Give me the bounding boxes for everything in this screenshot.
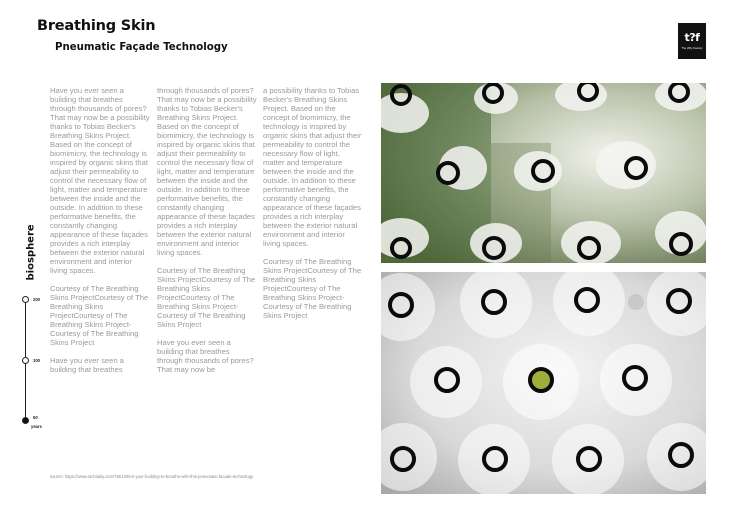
timeline-label-50: 50 (33, 415, 38, 420)
column-paragraph: through thousands of pores? That may now be a possibility thanks to Tobias Becker's Breathing Skins Project. Based on the concept of biomimicry, the technology is inspired by organic skins that adjust their permeability to control the necessary flow of light, matter and temperature between the inside and the outside. In addition to these performative benefits, the constantly changing appearance of these façades provides a rich interplay between the exterior natural environment and interior living spaces. (157, 86, 257, 257)
facade-photo-interior-image (381, 272, 706, 494)
facade-photo-outdoor-image (381, 83, 706, 263)
column-paragraph: Courtesy of The Breathing Skins ProjectCourtesy of The Breathing Skins ProjectCourtesy of The Breathing Skins Project-Courtesy of The Breathing Skins Project (263, 257, 362, 320)
page-subtitle: Pneumatic Façade Technology (55, 42, 228, 53)
column-paragraph: Have you ever seen a building that breathes through thousands of pores? That may now be a possibility thanks to Tobias Becker's Breathing Skins Project. Based on the concept of biomimicry, the technology is inspired by organic skins that adjust their permeability to control the necessary flow of light, matter and temperature between the inside and the outside. In addition to these performative benefits, the constantly changing appearance of these façades provides a rich interplay between the exterior natural environment and interior living spaces. (50, 86, 150, 275)
column-paragraph: Have you ever seen a building that breathes (50, 356, 124, 374)
source-citation: source: https://www.archdaily.com/780130/ert-your-building-to-breathe-with-this-pneumatic-facade-technology (50, 474, 254, 479)
timeline-dot-200 (22, 296, 29, 303)
timeline-label-100: 100 (33, 358, 40, 363)
timeline-dot-100 (22, 357, 29, 364)
column-paragraph: Have you ever seen a building that breathes through thousands of pores? That may now be (157, 338, 254, 374)
facade-photo-outdoor (381, 83, 706, 263)
column-paragraph: Courtesy of The Breathing Skins ProjectCourtesy of The Breathing Skins ProjectCourtesy of The Breathing Skins Project-Courtesy of The Breathing Skins Project (157, 266, 256, 329)
section-label: biosphere (25, 224, 37, 281)
timeline-label-200: 200 (33, 297, 40, 302)
timeline-unit: years (31, 424, 42, 429)
text-column-2 (157, 86, 257, 383)
logo-subtext: The Why Factory (681, 46, 703, 50)
column-paragraph: a possibility thanks to Tobias Becker's Breathing Skins Project. Based on the concept of biomimicry, the technology is inspired by organic skins that adjust their permeability to control the necessary flow of light, matter and temperature between the inside and the outside. In addition to these performative benefits, the constantly changing appearance of these façades provides a rich interplay between the exterior natural environment and interior living spaces. (263, 86, 362, 248)
text-column-3 (263, 86, 363, 329)
facade-photo-interior (381, 272, 706, 494)
timeline-dot-50 (22, 417, 29, 424)
logo-mark: t?f (684, 31, 700, 44)
text-column-1 (50, 86, 150, 383)
brand-logo (678, 23, 706, 59)
column-paragraph: Courtesy of The Breathing Skins ProjectCourtesy of The Breathing Skins ProjectCourtesy of The Breathing Skins Project-Courtesy of The Breathing Skins Project (50, 284, 149, 347)
page-title: Breathing Skin (37, 18, 156, 34)
